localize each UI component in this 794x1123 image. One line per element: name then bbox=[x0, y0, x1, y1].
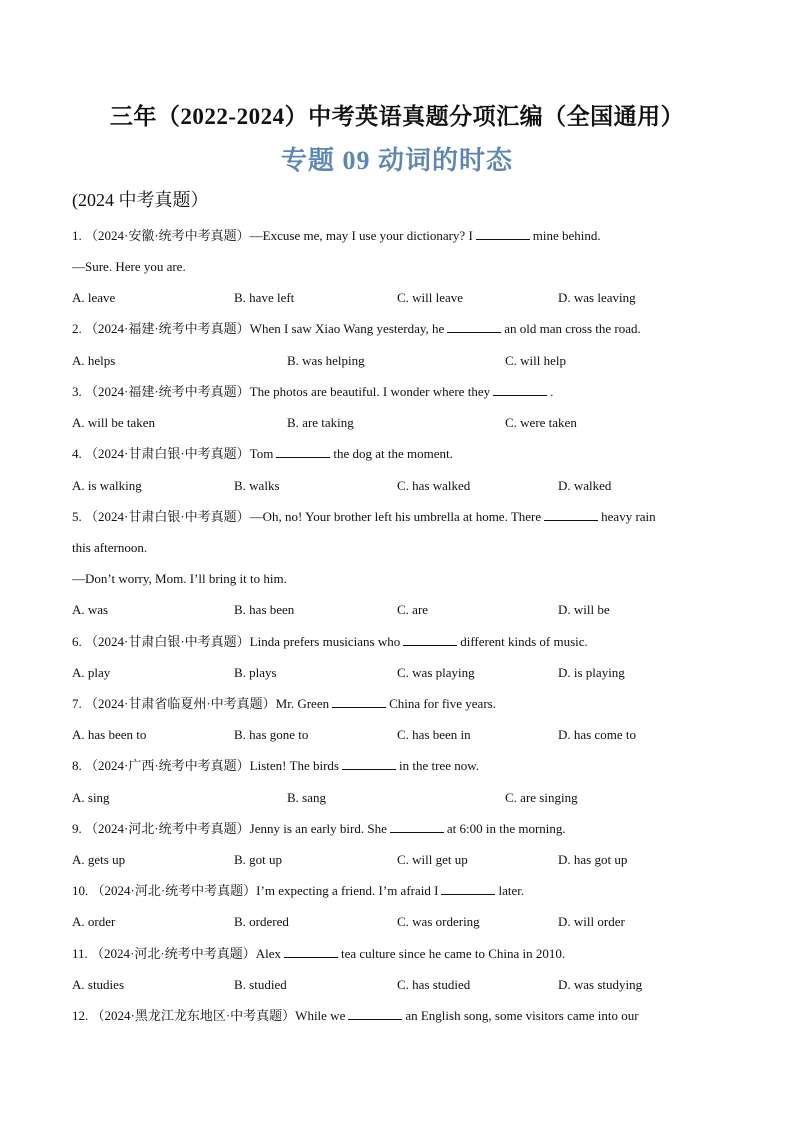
answer-option: B. has been bbox=[234, 602, 295, 617]
answer-option: B. are taking bbox=[287, 415, 354, 430]
question-text-before: —Excuse me, may I use your dictionary? I bbox=[249, 228, 473, 243]
answer-option: B. was helping bbox=[287, 353, 365, 368]
question-continuation: this afternoon. bbox=[72, 540, 148, 555]
answer-option: A. is walking bbox=[72, 478, 142, 493]
question-10 bbox=[72, 882, 524, 900]
question-8 bbox=[72, 757, 479, 775]
question-12 bbox=[72, 1007, 639, 1025]
question-source: （2024·河北·统考中考真题） bbox=[91, 946, 256, 961]
question-text-before: The photos are beautiful. I wonder where they bbox=[249, 384, 491, 399]
answer-option: A. sing bbox=[72, 790, 110, 805]
question-source: （2024·河北·统考中考真题） bbox=[91, 883, 257, 898]
answer-option: A. order bbox=[72, 914, 116, 929]
question-text-after: at 6:00 in the morning. bbox=[446, 821, 566, 836]
question-continuation: —Don’t worry, Mom. I’ll bring it to him. bbox=[72, 571, 287, 586]
question-11 bbox=[72, 945, 565, 963]
sub-title: 专题 09 动词的时态 bbox=[280, 146, 513, 175]
answer-option: A. leave bbox=[72, 290, 116, 305]
question-number: 9. bbox=[72, 821, 85, 836]
question-number: 11. bbox=[72, 946, 92, 961]
answer-blank bbox=[390, 820, 444, 833]
answer-blank bbox=[403, 633, 457, 646]
question-6 bbox=[72, 633, 588, 651]
answer-blank bbox=[342, 757, 396, 770]
question-9 bbox=[72, 820, 566, 838]
question-number: 4. bbox=[72, 446, 85, 461]
question-text-before: Listen! The birds bbox=[249, 758, 339, 773]
question-text-after: China for five years. bbox=[389, 696, 496, 711]
answer-option: B. has gone to bbox=[234, 727, 309, 742]
answer-option: C. were taken bbox=[505, 415, 577, 430]
answer-blank bbox=[441, 882, 495, 895]
question-source: （2024·甘肃白银·中考真题） bbox=[85, 509, 250, 524]
question-number: 6. bbox=[72, 634, 85, 649]
answer-blank bbox=[276, 445, 330, 458]
answer-option: D. walked bbox=[558, 478, 612, 493]
answer-option: B. got up bbox=[234, 852, 283, 867]
answer-option: B. studied bbox=[234, 977, 287, 992]
main-title: 三年（2022-2024）中考英语真题分项汇编（全国通用） bbox=[109, 104, 685, 129]
question-source: （2024·甘肃省临夏州·中考真题） bbox=[85, 696, 276, 711]
answer-blank bbox=[332, 695, 386, 708]
answer-blank bbox=[447, 320, 501, 333]
answer-option: B. have left bbox=[234, 290, 295, 305]
question-1 bbox=[72, 227, 601, 245]
answer-option: C. are bbox=[397, 602, 429, 617]
answer-option: A. play bbox=[72, 665, 111, 680]
question-text-after: an English song, some visitors came into our bbox=[405, 1008, 639, 1023]
question-number: 7. bbox=[72, 696, 85, 711]
answer-option: D. has got up bbox=[558, 852, 628, 867]
answer-option: C. has walked bbox=[397, 478, 471, 493]
answer-option: C. will leave bbox=[397, 290, 464, 305]
question-source: （2024·广西·统考中考真题） bbox=[85, 758, 250, 773]
answer-option: B. sang bbox=[287, 790, 326, 805]
answer-option: A. was bbox=[72, 602, 109, 617]
question-text-after: later. bbox=[498, 883, 525, 898]
answer-option: C. are singing bbox=[505, 790, 578, 805]
answer-option: A. studies bbox=[72, 977, 124, 992]
answer-option: B. ordered bbox=[234, 914, 289, 929]
question-text-after: heavy rain bbox=[601, 509, 656, 524]
question-5 bbox=[72, 508, 656, 526]
answer-blank bbox=[348, 1007, 402, 1020]
question-source: （2024·福建·统考中考真题） bbox=[85, 384, 250, 399]
answer-blank bbox=[284, 945, 338, 958]
question-source: （2024·甘肃白银·中考真题） bbox=[85, 634, 250, 649]
question-text-after: mine behind. bbox=[532, 228, 601, 243]
answer-option: B. plays bbox=[234, 665, 277, 680]
answer-option: D. was leaving bbox=[558, 290, 636, 305]
question-text-before: I’m expecting a friend. I’m afraid I bbox=[256, 883, 439, 898]
answer-blank bbox=[544, 508, 598, 521]
answer-option: D. will order bbox=[558, 914, 625, 929]
section-heading: (2024 中考真题） bbox=[72, 190, 209, 210]
answer-option: D. has come to bbox=[558, 727, 636, 742]
question-text-before: While we bbox=[295, 1008, 346, 1023]
answer-option: C. has been in bbox=[397, 727, 471, 742]
question-number: 10. bbox=[72, 883, 92, 898]
question-source: （2024·安徽·统考中考真题） bbox=[85, 228, 250, 243]
question-number: 5. bbox=[72, 509, 85, 524]
question-text-before: Alex bbox=[255, 946, 281, 961]
answer-option: C. was playing bbox=[397, 665, 475, 680]
question-text-before: Mr. Green bbox=[275, 696, 330, 711]
question-source: （2024·甘肃白银·中考真题） bbox=[85, 446, 250, 461]
question-text-before: Jenny is an early bird. She bbox=[249, 821, 387, 836]
answer-option: C. will get up bbox=[397, 852, 468, 867]
question-source: （2024·黑龙江龙东地区·中考真题） bbox=[91, 1008, 296, 1023]
question-number: 1. bbox=[72, 228, 85, 243]
question-continuation: —Sure. Here you are. bbox=[72, 259, 186, 274]
question-source: （2024·河北·统考中考真题） bbox=[85, 821, 250, 836]
question-source: （2024·福建·统考中考真题） bbox=[85, 321, 250, 336]
question-number: 3. bbox=[72, 384, 85, 399]
answer-option: A. gets up bbox=[72, 852, 126, 867]
question-text-after: . bbox=[550, 384, 554, 399]
answer-option: A. has been to bbox=[72, 727, 147, 742]
question-text-before: Tom bbox=[249, 446, 274, 461]
answer-option: C. will help bbox=[505, 353, 567, 368]
question-text-before: When I saw Xiao Wang yesterday, he bbox=[249, 321, 445, 336]
answer-option: A. will be taken bbox=[72, 415, 156, 430]
answer-option: D. is playing bbox=[558, 665, 625, 680]
question-3 bbox=[72, 383, 553, 401]
answer-option: B. walks bbox=[234, 478, 280, 493]
answer-blank bbox=[493, 383, 547, 396]
answer-option: C. was ordering bbox=[397, 914, 480, 929]
question-4 bbox=[72, 445, 453, 463]
answer-option: C. has studied bbox=[397, 977, 471, 992]
question-text-after: an old man cross the road. bbox=[504, 321, 641, 336]
question-number: 8. bbox=[72, 758, 85, 773]
question-2 bbox=[72, 320, 641, 338]
question-text-after: the dog at the moment. bbox=[333, 446, 453, 461]
question-7 bbox=[72, 695, 496, 713]
question-text-after: tea culture since he came to China in 2010. bbox=[340, 946, 566, 961]
question-number: 12. bbox=[72, 1008, 92, 1023]
answer-option: D. will be bbox=[558, 602, 610, 617]
question-number: 2. bbox=[72, 321, 85, 336]
question-text-before: Linda prefers musicians who bbox=[249, 634, 401, 649]
question-text-after: in the tree now. bbox=[398, 758, 480, 773]
answer-option: D. was studying bbox=[558, 977, 643, 992]
answer-blank bbox=[476, 227, 530, 240]
question-text-after: different kinds of music. bbox=[460, 634, 588, 649]
answer-option: A. helps bbox=[72, 353, 116, 368]
question-text-before: —Oh, no! Your brother left his umbrella at home. There bbox=[249, 509, 542, 524]
